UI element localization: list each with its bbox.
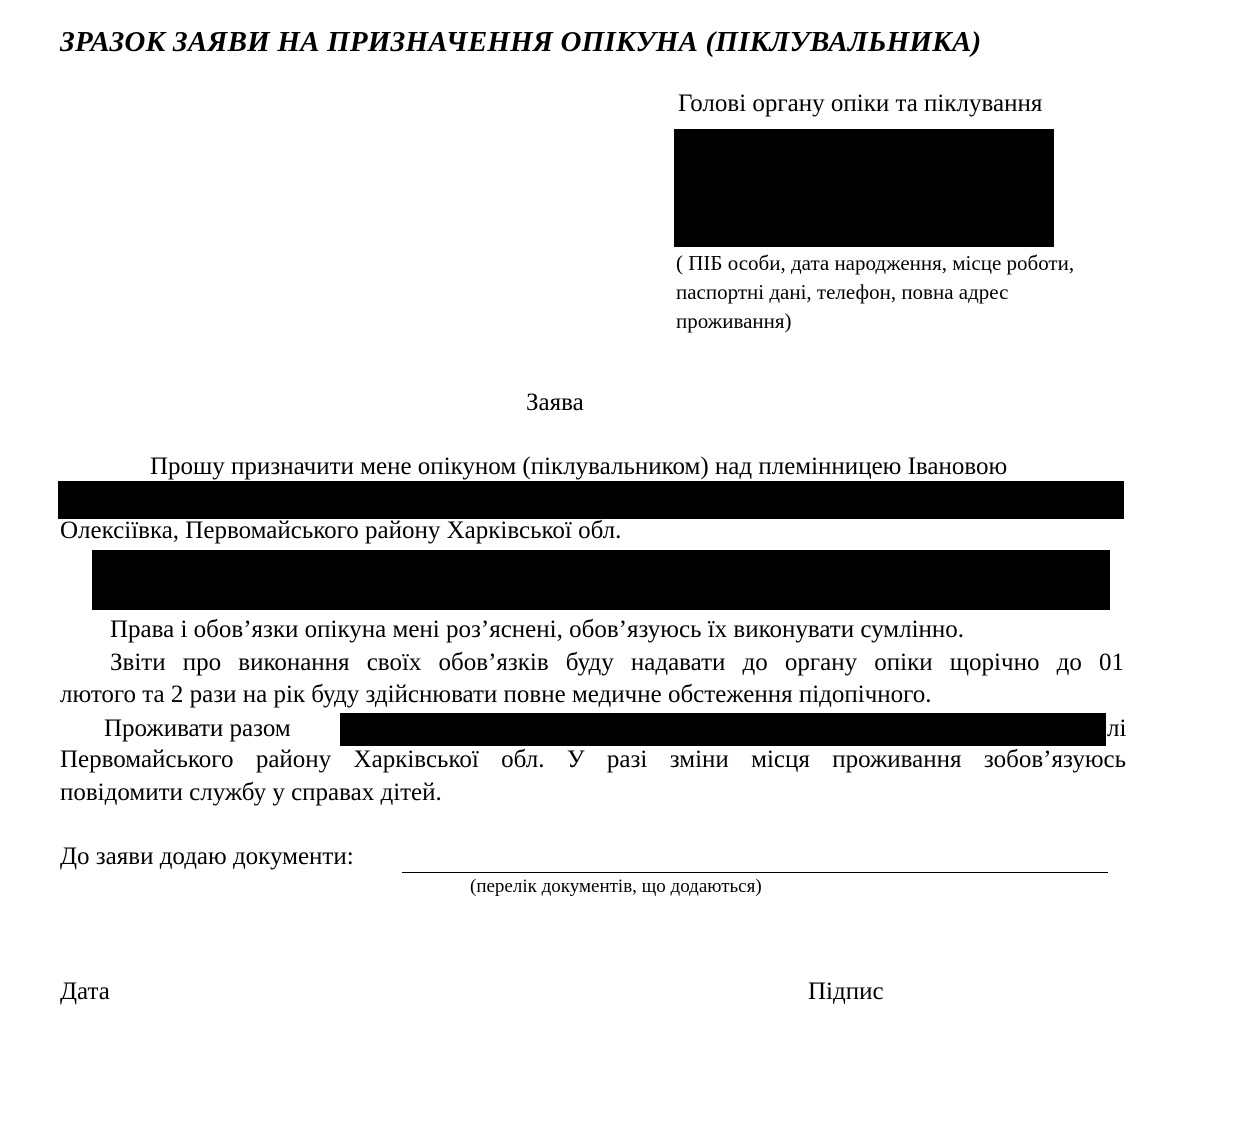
redacted-block-details bbox=[92, 550, 1110, 610]
paragraph-1-line-3: Олексіївка, Первомайського району Харківської обл. bbox=[60, 517, 622, 544]
attachments-label: До заяви додаю документи: bbox=[60, 843, 354, 870]
redacted-block-ward-name bbox=[58, 481, 1124, 519]
redacted-block-residence bbox=[340, 713, 1106, 746]
redacted-block-addressee bbox=[674, 129, 1054, 247]
signature-label: Підпис bbox=[808, 978, 884, 1005]
paragraph-1-line-1: Прошу призначити мене опікуном (піклувальником) над племінницею Івановою bbox=[150, 453, 1008, 480]
addressee-line: Голові органу опіки та піклування bbox=[678, 90, 1043, 117]
paragraph-4-end: лі bbox=[1107, 715, 1127, 742]
attachments-caption: (перелік документів, що додаються) bbox=[470, 876, 762, 897]
paragraph-3-line-1: Звіти про виконання своїх обов’язків буду надавати до органу опіки щорічно до 01 bbox=[110, 649, 1124, 676]
attachments-field-line bbox=[402, 872, 1108, 873]
paragraph-4-line-3: повідомити службу у справах дітей. bbox=[60, 779, 442, 806]
addressee-hint: ( ПІБ особи, дата народження, місце роботи, паспортні дані, телефон, повна адрес проживання) bbox=[676, 251, 1075, 333]
document-title: ЗРАЗОК ЗАЯВИ НА ПРИЗНАЧЕННЯ ОПІКУНА (ПІКЛУВАЛЬНИКА) bbox=[60, 26, 982, 58]
paragraph-4-start: Проживати разом bbox=[104, 715, 291, 742]
paragraph-4-line-2: Первомайського району Харківської обл. У разі зміни місця проживання зобов’язуюсь bbox=[60, 746, 1126, 773]
statement-heading: Заява bbox=[526, 389, 584, 416]
paragraph-2: Права і обов’язки опікуна мені роз’яснені, обов’язуюсь їх виконувати сумлінно. bbox=[110, 616, 965, 643]
date-label: Дата bbox=[60, 978, 110, 1005]
paragraph-3-line-2: лютого та 2 рази на рік буду здійснювати повне медичне обстеження підопічного. bbox=[60, 681, 932, 708]
